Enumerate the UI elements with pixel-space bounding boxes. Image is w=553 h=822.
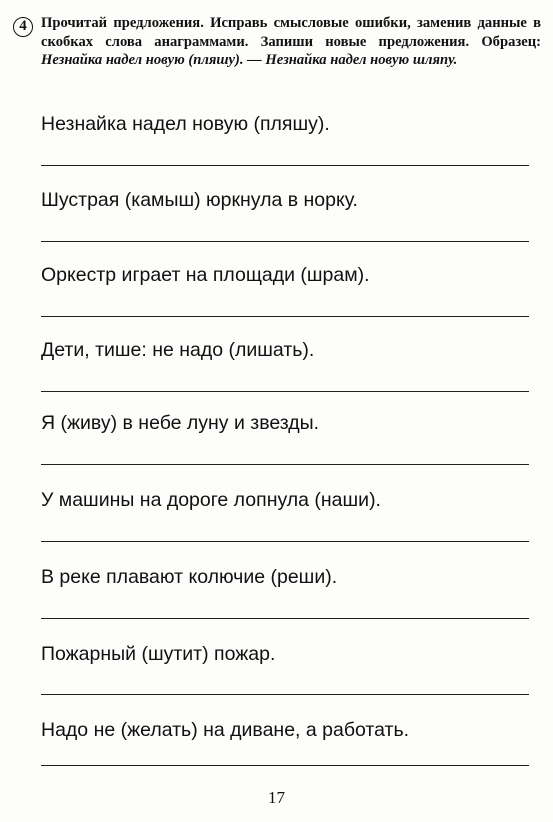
exercise-sentence: У машины на дороге лопнула (наши).: [41, 489, 381, 511]
exercise-2: [41, 188, 531, 212]
exercise-sentence: Оркестр играет на площади (шрам).: [41, 264, 370, 286]
exercise-4: [41, 338, 531, 362]
exercise-sentence: Надо не (желать) на диване, а работать.: [41, 719, 410, 741]
exercise-9: [41, 718, 531, 742]
answer-line[interactable]: [41, 694, 529, 695]
exercise-sentence: Дети, тише: не надо (лишать).: [41, 339, 315, 361]
page-number: 17: [268, 788, 285, 807]
answer-line[interactable]: [41, 541, 529, 542]
exercise-6: [41, 488, 531, 512]
task-instruction: [41, 14, 541, 70]
exercise-sentence: Пожарный (шутит) пожар.: [41, 643, 276, 665]
task-number-badge: 4: [13, 17, 33, 37]
answer-line[interactable]: [41, 618, 529, 619]
exercise-sentence: Незнайка надел новую (пляшу).: [41, 113, 330, 135]
answer-line[interactable]: [41, 165, 529, 166]
exercise-sentence: Шустрая (камыш) юркнула в норку.: [41, 189, 358, 211]
instruction-text: Прочитай предложения. Исправь смысловые ошибки, заменив данные в скобках слова анаграммами. Запиши новые предложения. Образец:: [41, 15, 541, 50]
exercise-5: [41, 411, 531, 435]
exercise-sentence: Я (живу) в небе луну и звезды.: [41, 412, 320, 434]
answer-line[interactable]: [41, 391, 529, 392]
exercise-7: [41, 565, 531, 589]
exercise-1: [41, 112, 531, 136]
instruction-example: Незнайка надел новую (пляшу). — Незнайка надел новую шляпу.: [41, 52, 458, 68]
exercise-8: [41, 642, 531, 666]
answer-line[interactable]: [41, 765, 529, 766]
exercise-3: [41, 263, 531, 287]
answer-line[interactable]: [41, 316, 529, 317]
exercise-sentence: В реке плавают колючие (реши).: [41, 566, 338, 588]
answer-line[interactable]: [41, 241, 529, 242]
answer-line[interactable]: [41, 464, 529, 465]
